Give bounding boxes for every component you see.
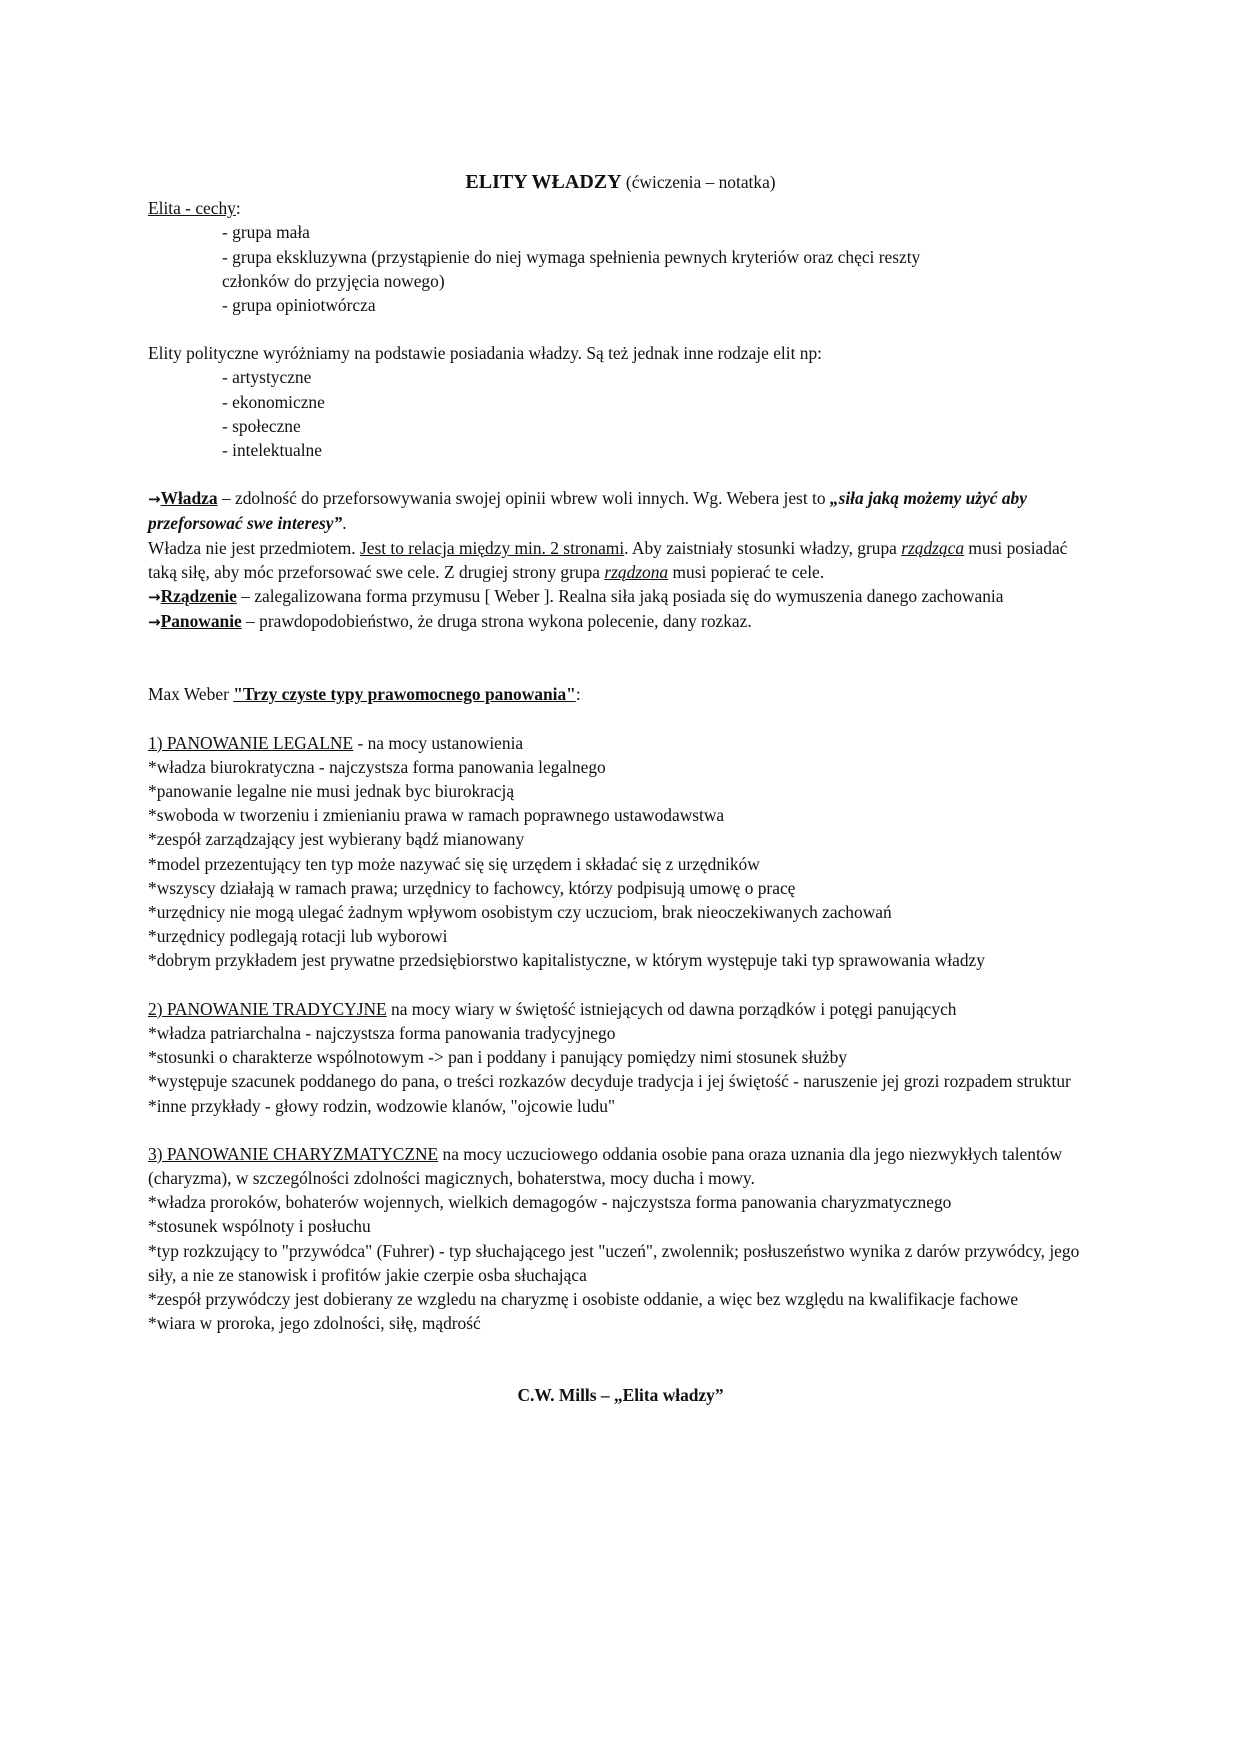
type-item: *władza proroków, bohaterów wojennych, wielkich demagogów - najczystsza forma panowania charyzmatycznego	[148, 1192, 952, 1213]
type-item: *występuje szacunek poddanego do pana, o treści rozkazów decyduje tradycja i jej świętość - naruszenie jej grozi rozpadem struktur	[148, 1071, 1071, 1092]
panowanie-term: Panowanie	[160, 611, 242, 632]
document-page	[148, 170, 1093, 1408]
elita-item: - grupa mała	[222, 222, 310, 243]
type-desc: na mocy uczuciowego oddania osobie pana oraza uznania dla jego niezwykłych talentów (charyzma), w szczególności zdolności magicznych, bohaterstwa, mocy ducha i mowy.	[148, 1143, 1063, 1188]
elity-type-item: - intelektualne	[222, 440, 322, 461]
elita-item: - grupa opiniotwórcza	[222, 295, 376, 316]
weber-colon: :	[575, 684, 581, 705]
mills-heading: C.W. Mills – „Elita władzy”	[517, 1385, 724, 1406]
type-item: *typ rozkzujący to "przywódca" (Fuhrer) - typ słuchającego jest "uczeń", zwolennik; posłuszeństwo wynika z darów przywódcy, jego siły, a nie ze stanowisk i profitów jakie czerpie osba słuchająca	[148, 1240, 1080, 1285]
definition-wladza-explanation	[148, 536, 1093, 584]
title-main: ELITY WŁADZY	[465, 171, 622, 193]
type-item: *zespół przywódczy jest dobierany ze wzgledu na charyzmę i osobiste oddanie, a więc bez względu na kwalifikacje fachowe	[148, 1288, 1019, 1309]
elita-item: - grupa ekskluzywna (przystąpienie do niej wymaga spełnienia pewnych kryteriów oraz chęci reszty	[222, 246, 921, 267]
type-heading: 2) PANOWANIE TRADYCYJNE	[148, 998, 387, 1019]
type-item: *model przezentujący ten typ może nazywać się się urzędem i składać się z urzędników	[148, 853, 760, 874]
elita-heading-line: Elita - cechy:	[148, 198, 241, 219]
elity-polityczne-text: Elity polityczne wyróżniamy na podstawie posiadania władzy. Są też jednak inne rodzaje elit np:	[148, 343, 822, 364]
rzadzona-term: rządzona	[604, 561, 669, 582]
rzadzaca-term: rządząca	[901, 537, 965, 558]
wladza-explanation-d: musi popierać te cele.	[668, 561, 825, 582]
elity-type-item: - ekonomiczne	[222, 391, 325, 412]
type-heading-line	[148, 731, 1093, 755]
elita-heading: Elita - cechy	[148, 198, 236, 219]
rzadzenie-term: Rządzenie	[160, 586, 237, 607]
document-title	[148, 170, 1093, 194]
wladza-relation: Jest to relacja między min. 2 stronami	[359, 537, 625, 558]
type-item: *wiara w proroka, jego zdolności, siłę, mądrość	[148, 1313, 481, 1334]
elity-type-item: - artystyczne	[222, 367, 312, 388]
arrow-right-icon: →	[148, 613, 161, 632]
wladza-explanation-a: Władza nie jest przedmiotem.	[148, 537, 360, 558]
elita-item: członków do przyjęcia nowego)	[222, 270, 445, 291]
wladza-explanation-c: musi posiadać taką siłę, aby móc przeforsować swe cele. Z drugiej strony grupa	[148, 537, 1068, 582]
weber-title: "Trzy czyste typy prawomocnego panowania"	[233, 684, 576, 705]
wladza-quote: „siła jaką możemy użyć aby przeforsować swe interesy”	[148, 488, 1027, 534]
title-subtitle: (ćwiczenia – notatka)	[625, 172, 776, 192]
type-item: *stosunek wspólnoty i posłuchu	[148, 1216, 371, 1237]
elity-type-item: - społeczne	[222, 415, 301, 436]
rzadzenie-text: – zalegalizowana forma przymusu [ Weber ]. Realna siła jaką posiada się do wymuszenia danego zachowania	[236, 586, 1004, 607]
type-item: *urzędnicy podlegają rotacji lub wyborowi	[148, 926, 448, 947]
type-item: *władza biurokratyczna - najczystsza forma panowania legalnego	[148, 756, 606, 777]
definition-wladza: →Władza – zdolność do przeforsowywania swojej opinii wbrew woli innych. Wg. Webera jest to „siła jaką możemy użyć aby przeforsować swe interesy”.	[148, 488, 1027, 534]
weber-heading	[148, 682, 1093, 706]
type-desc: na mocy wiary w świętość istniejących od dawna porządków i potęgi panujących	[386, 998, 957, 1019]
definition-panowanie	[148, 609, 1093, 634]
type-item: *swoboda w tworzeniu i zmienianiu prawa w ramach poprawnego ustawodawstwa	[148, 805, 725, 826]
type-heading-line	[148, 997, 1093, 1021]
arrow-right-icon: →	[148, 588, 161, 607]
type-heading: 1) PANOWANIE LEGALNE	[148, 732, 354, 753]
wladza-explanation-b: . Aby zaistniały stosunki władzy, grupa	[624, 537, 902, 558]
weber-intro: Max Weber	[148, 684, 234, 705]
type-item: *panowanie legalne nie musi jednak byc biurokracją	[148, 781, 515, 802]
type-item: *inne przykłady - głowy rodzin, wodzowie klanów, "ojcowie ludu"	[148, 1095, 616, 1116]
type-item: *stosunki o charakterze wspólnotowym -> pan i poddany i panujący pomiędzy nimi stosunek służby	[148, 1047, 848, 1068]
panowanie-text: – prawdopodobieństwo, że druga strona wykona polecenie, dany rozkaz.	[241, 611, 752, 632]
type-item: *władza patriarchalna - najczystsza forma panowania tradycyjnego	[148, 1022, 616, 1043]
definition-rzadzenie	[148, 584, 1093, 609]
type-item: *wszyscy działają w ramach prawa; urzędnicy to fachowcy, którzy podpisują umowę o pracę	[148, 877, 796, 898]
wladza-text: – zdolność do przeforsowywania swojej opinii wbrew woli innych. Wg. Webera jest to	[217, 488, 830, 509]
type-item: *dobrym przykładem jest prywatne przedsiębiorstwo kapitalistyczne, w którym występuje taki typ sprawowania władzy	[148, 950, 985, 971]
type-item: *urzędnicy nie mogą ulegać żadnym wpływom osobistym czy uczuciom, brak nieoczekiwanych zachowań	[148, 902, 892, 923]
type-heading-line	[148, 1142, 1093, 1190]
type-item: *zespół zarządzający jest wybierany bądź mianowany	[148, 829, 525, 850]
arrow-right-icon: →	[148, 490, 161, 509]
wladza-term: Władza	[160, 488, 218, 509]
type-desc: - na mocy ustanowienia	[353, 732, 524, 753]
type-heading: 3) PANOWANIE CHARYZMATYCZNE	[148, 1143, 439, 1164]
